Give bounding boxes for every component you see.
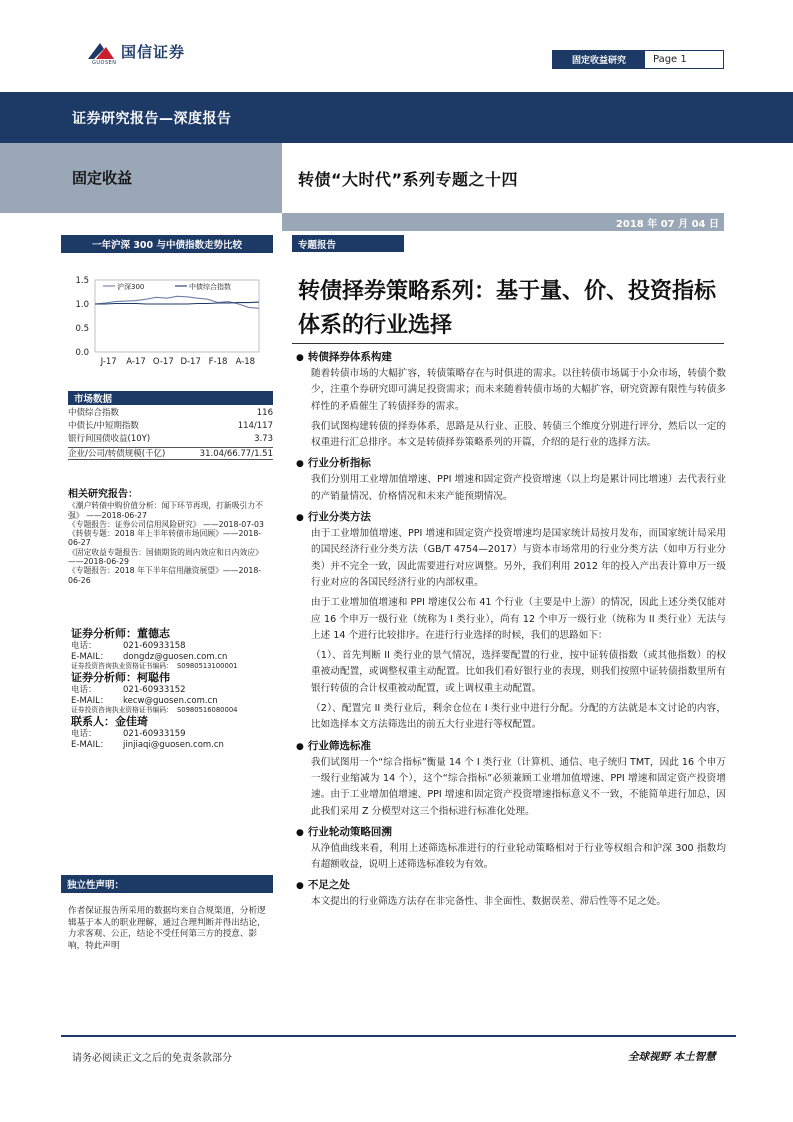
market-label: 中债综合指数 [68, 408, 120, 418]
analyst-email-key: E-MAIL： [71, 695, 109, 706]
x-tick-label: O-17 [152, 357, 174, 367]
market-label: 企业/公司/转债规模(千亿) [68, 448, 166, 459]
section-heading-text: 行业分类方法 [307, 511, 371, 524]
x-tick-label: F-18 [208, 357, 228, 367]
legend-label: 沪深300 [117, 283, 145, 291]
analyst-name: 证券分析师：柯聪伟 [71, 671, 170, 684]
market-data-table [68, 407, 273, 460]
section-paragraph: 我们试图构建转债的择券体系，思路是从行业、正股、转债三个维度分别进行评分，然后以一定的权重进行汇总排序。本文是转债择券策略系列的开篇，介绍的是行业的选择方法。 [311, 420, 726, 449]
section-paragraph: 由于工业增加值增速和 PPI 增速仅公布 41 个行业（主要是中上游）的情况，因此上述分类仅能对应 16 个申万一级行业（统称为 I 类行业），尚有 12 个申万一级行业（统称为 II 类行业）无法与上述 14 个进行比较排序。在进行行业选择的时候，我们的思路如下： [311, 597, 726, 641]
logo-subtext: GUOSEN [92, 60, 117, 66]
category-label: 固定收益 [72, 169, 133, 187]
x-tick-label: A-18 [235, 357, 256, 367]
section-heading-text: 行业轮动策略回溯 [307, 825, 392, 838]
analyst-email-key: E-MAIL： [71, 651, 109, 662]
section-paragraph: 我们试图用一个“综合指标”衡量 14 个 I 类行业（计算机、通信、电子统归 TMT，因此 16 个申万一级行业缩减为 14 个），这个“综合指标”必须兼顾工业增加值增速、PPI 增速和固定资产投资增速。由于工业增加值增速、PPI 增速和固定资产投资增速指标意义不一致，不能简单进行加总，因此我们采用 Z 分模型对这三个指标进行标准化处理。 [311, 756, 726, 817]
analyst-tel-value: 021-60933158 [123, 641, 186, 651]
contact-tel [71, 729, 276, 740]
tag-label: 固定收益研究 [553, 51, 645, 68]
y-tick-label: 0.5 [75, 324, 89, 334]
title-rule [292, 343, 724, 344]
market-value: 3.73 [254, 434, 273, 445]
related-item: 《转债专题：2018 年上半年转债市场回顾》——2018-06-27 [68, 529, 262, 548]
analyst-email-value: dongdz@guosen.com.cn [123, 651, 228, 662]
category-band [0, 143, 282, 213]
related-item: 《潮户转债中购价值分析：闻下环节再现，打新吸引力不强》 ——2018-06-27 [68, 501, 263, 520]
analyst-tel-key: 电话： [71, 685, 97, 695]
section-paragraph: 从净值曲线来看，利用上述筛选标准进行的行业轮动策略相对于行业等权组合和沪深 300 指数均有超额收益，说明上述筛选标准较为有效。 [311, 842, 726, 871]
y-tick-label: 1.0 [75, 300, 89, 310]
y-tick-label: 1.5 [75, 276, 89, 286]
series-line-1 [95, 302, 259, 304]
contact-name: 联系人：金佳琦 [71, 715, 148, 728]
section-heading [296, 509, 726, 526]
analyst-cert [71, 706, 276, 715]
report-tag: 专题报告 [292, 235, 404, 252]
contact-tel-value: 021-60933159 [123, 729, 186, 739]
section-paragraph: 本文提出的行业筛选方法存在非完备性、非全面性、数据误差、滞后性等不足之处。 [311, 896, 666, 908]
analyst-tel [71, 641, 276, 652]
analyst-cert-key: 证券投资咨询执业资格证书编码： [71, 706, 173, 714]
analyst-email-value: kecw@guosen.com.cn [123, 695, 218, 706]
market-row [68, 407, 273, 420]
analyst-block [71, 627, 276, 750]
analyst-email [71, 652, 276, 663]
logo-text: 国信证券 [121, 43, 186, 61]
market-label: 中债长/中短期指数 [68, 421, 139, 432]
index-comparison-chart [61, 256, 273, 374]
section-paragraph: 由于工业增加值增速、PPI 增速和固定资产投资增速均是国家统计局按月发布，而国家统计局采用的国民经济行业分类方法（GB/T 4754—2017）与资本市场常用的行业分类方法（如申万行业分类）并不完全一致，因此需要进行对应调整。另外，我们利用 2012 年的投入产出表计算申万一级行业对应的各国民经济行业的内部权重。 [311, 528, 726, 588]
related-item: 《专题报告：证券公司信用风险研究》 ——2018-07-03 [68, 519, 264, 529]
analyst-cert [71, 662, 276, 671]
bullet-icon: ● [296, 459, 304, 470]
series-title: 转债“大时代”系列专题之十四 [298, 170, 519, 189]
summary-body [296, 346, 726, 915]
y-tick-label: 0.0 [75, 348, 89, 358]
report-date: 2018 年 07 月 04 日 [615, 219, 719, 230]
analyst-tel-value: 021-60933152 [123, 685, 186, 695]
footer-rule [61, 1035, 736, 1037]
report-type: 证券研究报告—深度报告 [72, 111, 232, 127]
section-paragraph: （2）、配置完 II 类行业后，剩余仓位在 I 类行业中进行分配。分配的方法就是本文讨论的内容，比如选择本文方法筛选出的前五大行业进行等权配置。 [311, 703, 726, 731]
market-row [68, 433, 273, 446]
market-row [68, 420, 273, 433]
section-paragraph: （1）、首先判断 II 类行业的景气情况，选择要配置的行业，按中证转债指数（或其他指数）的权重被动配置，或调整权重主动配置。比如我们看好银行业的表现，则我们按照中证转债指数里所有银行转债的合计权重被动配置，或上调权重主动配置。 [311, 650, 726, 694]
contact-email-value: jinjiaqi@guosen.com.cn [123, 739, 224, 750]
market-value: 31.04/66.77/1.51 [199, 448, 273, 459]
analyst-cert-value: S0980516080004 [176, 706, 238, 714]
chart-title: 一年沪深 300 与中债指数走势比较 [61, 235, 273, 253]
section-heading [296, 824, 726, 841]
x-tick-label: A-17 [126, 357, 146, 367]
related-reports [68, 490, 273, 585]
section-heading [296, 877, 726, 894]
bullet-icon: ● [296, 353, 304, 363]
guosen-logo-icon [86, 39, 116, 61]
section-heading-text: 行业筛选标准 [307, 739, 371, 752]
section-heading-text: 行业分析指标 [307, 457, 371, 470]
independence-text: 作者保证报告所采用的数据均来自合规渠道，分析逻辑基于本人的职业理解，通过合理判断并得出结论，力求客观、公正，结论不受任何第三方的授意、影响，特此声明 [68, 906, 266, 951]
x-tick-label: J-17 [100, 357, 117, 367]
section-heading [296, 455, 726, 472]
section-heading [296, 349, 726, 366]
market-value: 116 [256, 408, 273, 418]
bullet-icon: ● [296, 513, 304, 524]
section-heading-text: 转债择券体系构建 [307, 351, 392, 363]
page-label: Page 1 [653, 54, 687, 65]
analyst-tel [71, 685, 276, 696]
footer-slogan: 全球视野 本土智慧 [628, 1051, 716, 1063]
bullet-icon: ● [296, 741, 304, 752]
analyst-name: 证券分析师：董德志 [71, 627, 170, 640]
section-heading [296, 738, 726, 755]
footer-disclaimer: 请务必阅读正文之后的免责条款部分 [72, 1053, 232, 1064]
analyst-email [71, 696, 276, 707]
market-row [68, 447, 273, 460]
related-item: 《专题报告：2018 年下半年信用融资展望》——2018-06-26 [68, 566, 262, 585]
market-value: 114/117 [237, 421, 273, 432]
market-label: 银行间国债收益(10Y) [68, 434, 151, 445]
bullet-icon: ● [296, 881, 304, 892]
contact-email-key: E-MAIL： [71, 739, 109, 750]
legend-label: 中债综合指数 [189, 283, 231, 291]
analyst-cert-key: 证券投资咨询执业资格证书编码： [71, 662, 173, 670]
section-paragraph: 我们分别用工业增加值增速、PPI 增速和固定资产投资增速（以上均是累计同比增速）去代表行业的产销量情况、价格情况和未来产能预期情况。 [311, 474, 726, 502]
header-tag [552, 50, 724, 69]
contact-tel-key: 电话： [71, 729, 97, 739]
related-header: 相关研究报告： [68, 489, 138, 500]
contact-email [71, 740, 276, 751]
section-paragraph: 随着转债市场的大幅扩容，转债策略存在与时俱进的需求。以往转债市场属于小众市场，转债个数少，注重个券研究即可满足投资需求；而未来随着转债市场的大幅扩容，研究资源有限性与转债多样性的矛盾催生了转债择券的需求。 [311, 368, 726, 412]
related-item: 《固定收益专题报告：国债期货的周内效应和日内效应》 ——2018-06-29 [68, 547, 263, 567]
x-tick-label: D-17 [180, 357, 201, 367]
analyst-cert-value: S0980513100001 [176, 662, 238, 670]
market-data-header: 市场数据 [68, 391, 273, 405]
bullet-icon: ● [296, 827, 304, 838]
main-title: 转债择券策略系列：基于量、价、投资指标体系的行业选择 [298, 279, 717, 338]
section-heading-text: 不足之处 [307, 879, 350, 892]
independence-header: 独立性声明： [61, 875, 273, 893]
analyst-tel-key: 电话： [71, 641, 97, 651]
